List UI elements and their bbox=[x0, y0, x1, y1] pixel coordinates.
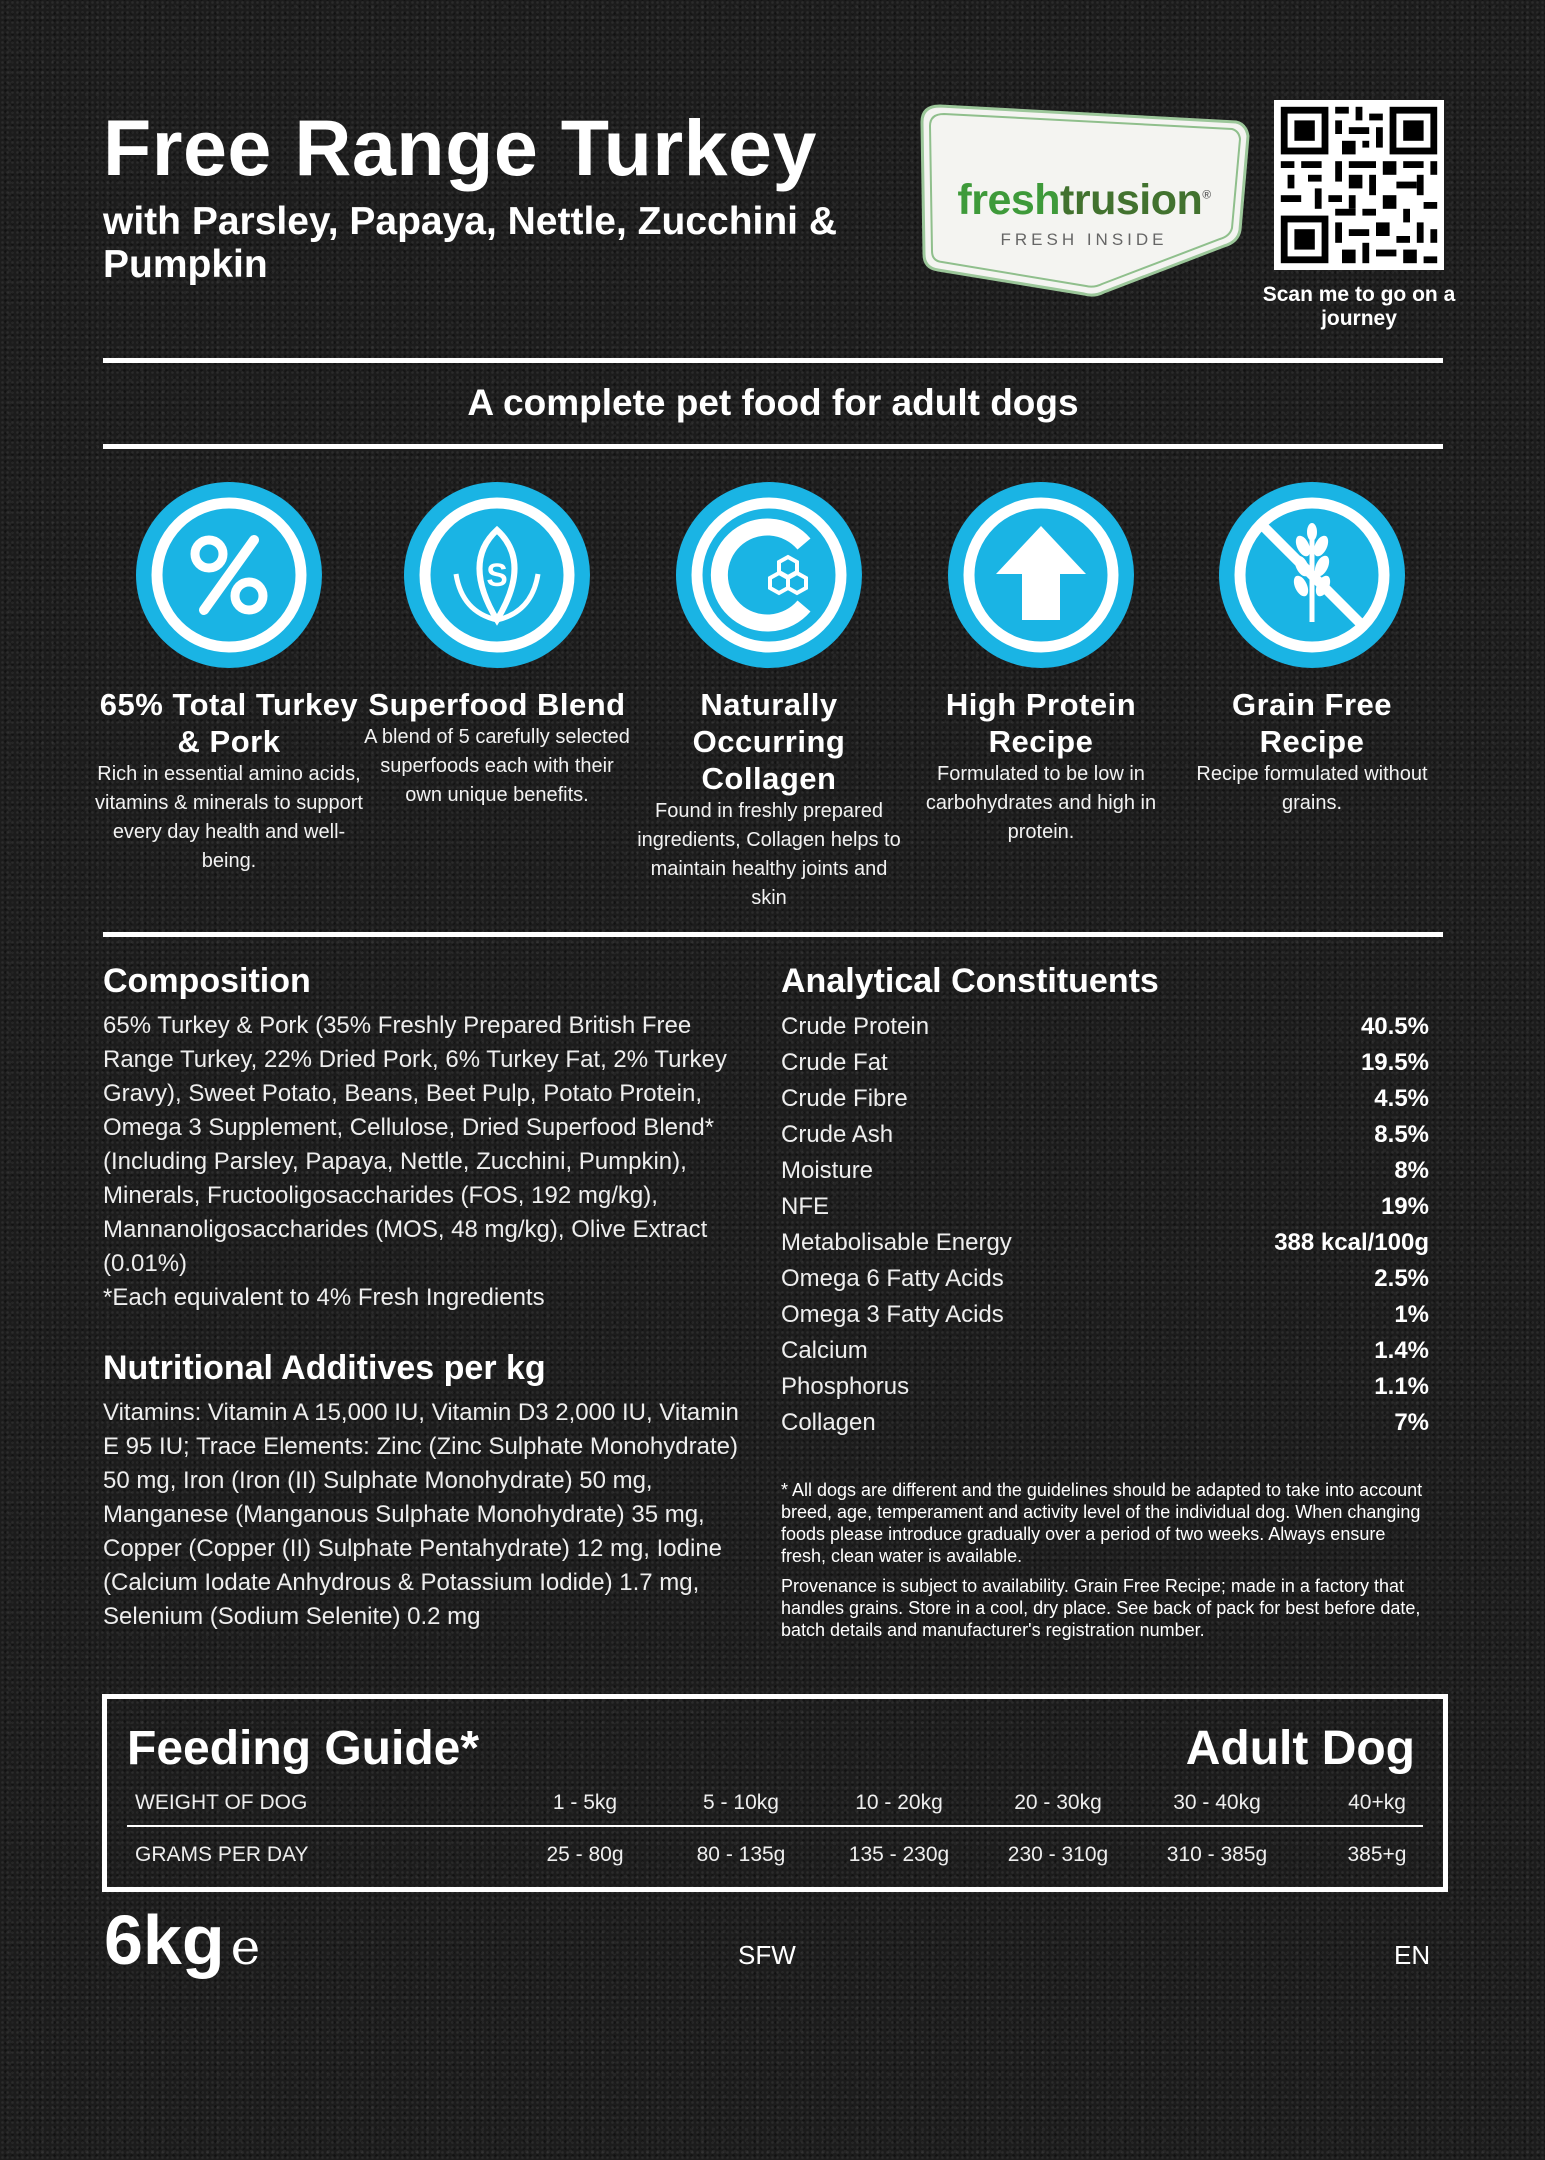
feature-description: A blend of 5 carefully selected superfoods each with their own unique benefits. bbox=[364, 726, 630, 806]
constituent-row bbox=[781, 1009, 1429, 1045]
qr-code-graphic bbox=[1274, 100, 1444, 270]
arrow-up-icon bbox=[948, 482, 1134, 668]
constituent-row bbox=[781, 1081, 1429, 1117]
feature-description: Rich in essential amino acids, vitamins & minerals to support every day health and well-being. bbox=[95, 763, 363, 872]
product-title: Free Range Turkey bbox=[103, 103, 817, 192]
feature-title: 65% Total Turkey & Pork bbox=[99, 687, 359, 759]
constituent-name: Calcium bbox=[781, 1337, 868, 1364]
grams-cell: 230 - 310g bbox=[1007, 1843, 1109, 1866]
divider bbox=[103, 932, 1443, 937]
logo-tagline: FRESH INSIDE bbox=[1000, 230, 1168, 249]
constituent-value: 388 kcal/100g bbox=[1274, 1229, 1429, 1256]
feeding-note: * All dogs are different and the guidelines should be adapted to take into account breed, age, temperament and activity level of the individual dog. When changing foods please introduce gradually over a period of two weeks. Always ensure fresh, clean water is available. bbox=[781, 1480, 1423, 1566]
constituent-name: Moisture bbox=[781, 1157, 874, 1184]
constituent-value: 4.5% bbox=[1374, 1085, 1429, 1112]
estimated-mark-icon: e bbox=[230, 1918, 261, 1976]
constituent-row bbox=[781, 1261, 1429, 1297]
provenance-note: Provenance is subject to availability. Grain Free Recipe; made in a factory that handles grains. Store in a cool, dry place. See back of pack for best before date, batch details and manufacturer's registration number. bbox=[781, 1576, 1421, 1640]
additives-heading: Nutritional Additives per kg bbox=[103, 1349, 546, 1387]
no-grain-icon bbox=[1219, 482, 1405, 668]
constituent-name: Omega 3 Fatty Acids bbox=[781, 1301, 1004, 1328]
constituent-row bbox=[781, 1369, 1429, 1405]
logo-wordmark bbox=[918, 176, 1250, 225]
feeding-guide-subtitle: Adult Dog bbox=[1185, 1722, 1415, 1775]
product-subtitle: with Parsley, Papaya, Nettle, Zucchini & Pumpkin bbox=[103, 200, 838, 286]
feature-title: Superfood Blend bbox=[368, 687, 626, 722]
composition-footnote: *Each equivalent to 4% Fresh Ingredients bbox=[103, 1284, 545, 1311]
additives-text: Vitamins: Vitamin A 15,000 IU, Vitamin D3 2,000 IU, Vitamin E 95 IU; Trace Elements: Zinc (Zinc Sulphate Monohydrate) 50 mg, Iron (Iron (II) Sulphate Monohydrate) 50 mg, Manganese (Manganous Sulphate Monohydrate) 35 mg, Copper (Copper (II) Sulphate Pentahydrate) 12 mg, Iodine (Calcium Iodate Anhydrous & Potassium Iodide) 1.7 mg, Selenium (Sodium Selenite) 0.2 mg bbox=[103, 1399, 739, 1630]
superfood-leaf-icon bbox=[404, 482, 590, 668]
feature-superfood bbox=[363, 482, 631, 810]
weight-label: WEIGHT OF DOG bbox=[135, 1791, 308, 1814]
constituent-row bbox=[781, 1117, 1429, 1153]
feature-turkey-pork bbox=[95, 482, 363, 876]
grams-label: GRAMS PER DAY bbox=[135, 1843, 309, 1866]
grams-cell: 310 - 385g bbox=[1166, 1843, 1268, 1866]
constituent-value: 8.5% bbox=[1374, 1121, 1429, 1148]
product-code: SFW bbox=[738, 1940, 796, 1970]
constituent-name: Omega 6 Fatty Acids bbox=[781, 1265, 1004, 1292]
constituent-value: 40.5% bbox=[1360, 1013, 1429, 1040]
weight-cell: 20 - 30kg bbox=[1014, 1791, 1102, 1814]
logo-wordmark-trusion: trusion bbox=[1060, 176, 1203, 224]
constituent-row bbox=[781, 1405, 1429, 1441]
constituent-value: 2.5% bbox=[1374, 1265, 1429, 1292]
svg-text:S: S bbox=[486, 557, 508, 593]
percent-icon bbox=[136, 482, 322, 668]
grams-cell: 135 - 230g bbox=[848, 1843, 950, 1866]
logo-wordmark-fresh: fresh bbox=[957, 176, 1061, 224]
weight-cell: 30 - 40kg bbox=[1173, 1791, 1261, 1814]
freshtrusion-logo bbox=[918, 102, 1250, 298]
grams-cell: 385+g bbox=[1347, 1843, 1407, 1866]
feature-collagen bbox=[635, 482, 903, 913]
constituent-row bbox=[781, 1225, 1429, 1261]
constituent-row bbox=[781, 1189, 1429, 1225]
feature-high-protein bbox=[907, 482, 1175, 847]
notes bbox=[781, 1479, 1429, 1641]
feature-description: Formulated to be low in carbohydrates and high in protein. bbox=[925, 763, 1157, 843]
constituent-value: 7% bbox=[1394, 1409, 1429, 1436]
constituent-name: Crude Ash bbox=[781, 1121, 894, 1148]
feeding-guide-title: Feeding Guide* bbox=[127, 1722, 480, 1775]
constituent-name: Phosphorus bbox=[781, 1373, 910, 1400]
constituent-row bbox=[781, 1045, 1429, 1081]
feeding-divider bbox=[127, 1825, 1423, 1827]
weight-cell: 1 - 5kg bbox=[552, 1791, 618, 1814]
weight-cell: 10 - 20kg bbox=[855, 1791, 943, 1814]
constituent-row bbox=[781, 1153, 1429, 1189]
composition-heading: Composition bbox=[103, 962, 311, 1000]
constituent-name: Crude Fibre bbox=[781, 1085, 908, 1112]
analytical-heading: Analytical Constituents bbox=[781, 962, 1159, 1000]
feeding-guide bbox=[102, 1694, 1448, 1892]
qr-caption: Scan me to go on a journey bbox=[1262, 283, 1456, 330]
constituent-row bbox=[781, 1333, 1429, 1369]
composition-column bbox=[103, 962, 753, 1634]
feature-grain-free bbox=[1178, 482, 1446, 818]
constituent-name: NFE bbox=[781, 1193, 829, 1220]
feature-description: Found in freshly prepared ingredients, Collagen helps to maintain healthy joints and skin bbox=[637, 800, 901, 909]
registered-mark: ® bbox=[1202, 187, 1211, 202]
composition-text: 65% Turkey & Pork (35% Freshly Prepared British Free Range Turkey, 22% Dried Pork, 6% Turkey Fat, 2% Turkey Gravy), Sweet Potato, Beans, Beet Pulp, Potato Protein, Omega 3 Supplement, Cellulose, Dried Superfood Blend* (Including Parsley, Papaya, Nettle, Zucchini, Pumpkin), Minerals, Fructooligosaccharides (FOS, 192 mg/kg), Mannanoligosaccharides (MOS, 48 mg/kg), Olive Extract (0.01%) bbox=[103, 1012, 727, 1277]
feature-description: Recipe formulated without grains. bbox=[1196, 763, 1428, 814]
analytical-column bbox=[781, 962, 1429, 1641]
net-weight bbox=[104, 1900, 260, 1980]
divider bbox=[103, 358, 1443, 363]
grams-cell: 80 - 135g bbox=[696, 1843, 786, 1866]
constituent-row bbox=[781, 1297, 1429, 1333]
weight-cell: 5 - 10kg bbox=[703, 1791, 779, 1814]
collagen-icon bbox=[676, 482, 862, 668]
constituent-value: 1.1% bbox=[1374, 1373, 1429, 1400]
feature-title: Naturally Occurring Collagen bbox=[692, 687, 846, 796]
grams-cell: 25 - 80g bbox=[546, 1843, 624, 1866]
feature-title: High Protein Recipe bbox=[945, 687, 1137, 759]
constituent-value: 19.5% bbox=[1360, 1049, 1429, 1076]
constituent-value: 19% bbox=[1380, 1193, 1429, 1220]
constituent-value: 8% bbox=[1394, 1157, 1429, 1184]
constituent-name: Crude Protein bbox=[781, 1013, 930, 1040]
constituent-name: Collagen bbox=[781, 1409, 876, 1436]
constituent-value: 1% bbox=[1394, 1301, 1429, 1328]
weight-cell: 40+kg bbox=[1348, 1791, 1406, 1814]
constituent-value: 1.4% bbox=[1374, 1337, 1429, 1364]
feature-title: Grain Free Recipe bbox=[1231, 687, 1393, 759]
qr-code[interactable] bbox=[1274, 100, 1444, 270]
language-code: EN bbox=[1394, 1940, 1431, 1970]
constituent-name: Metabolisable Energy bbox=[781, 1229, 1012, 1256]
constituent-name: Crude Fat bbox=[781, 1049, 888, 1076]
net-weight-value: 6kg bbox=[104, 1901, 225, 1979]
product-banner: A complete pet food for adult dogs bbox=[467, 382, 1079, 423]
divider bbox=[103, 444, 1443, 449]
